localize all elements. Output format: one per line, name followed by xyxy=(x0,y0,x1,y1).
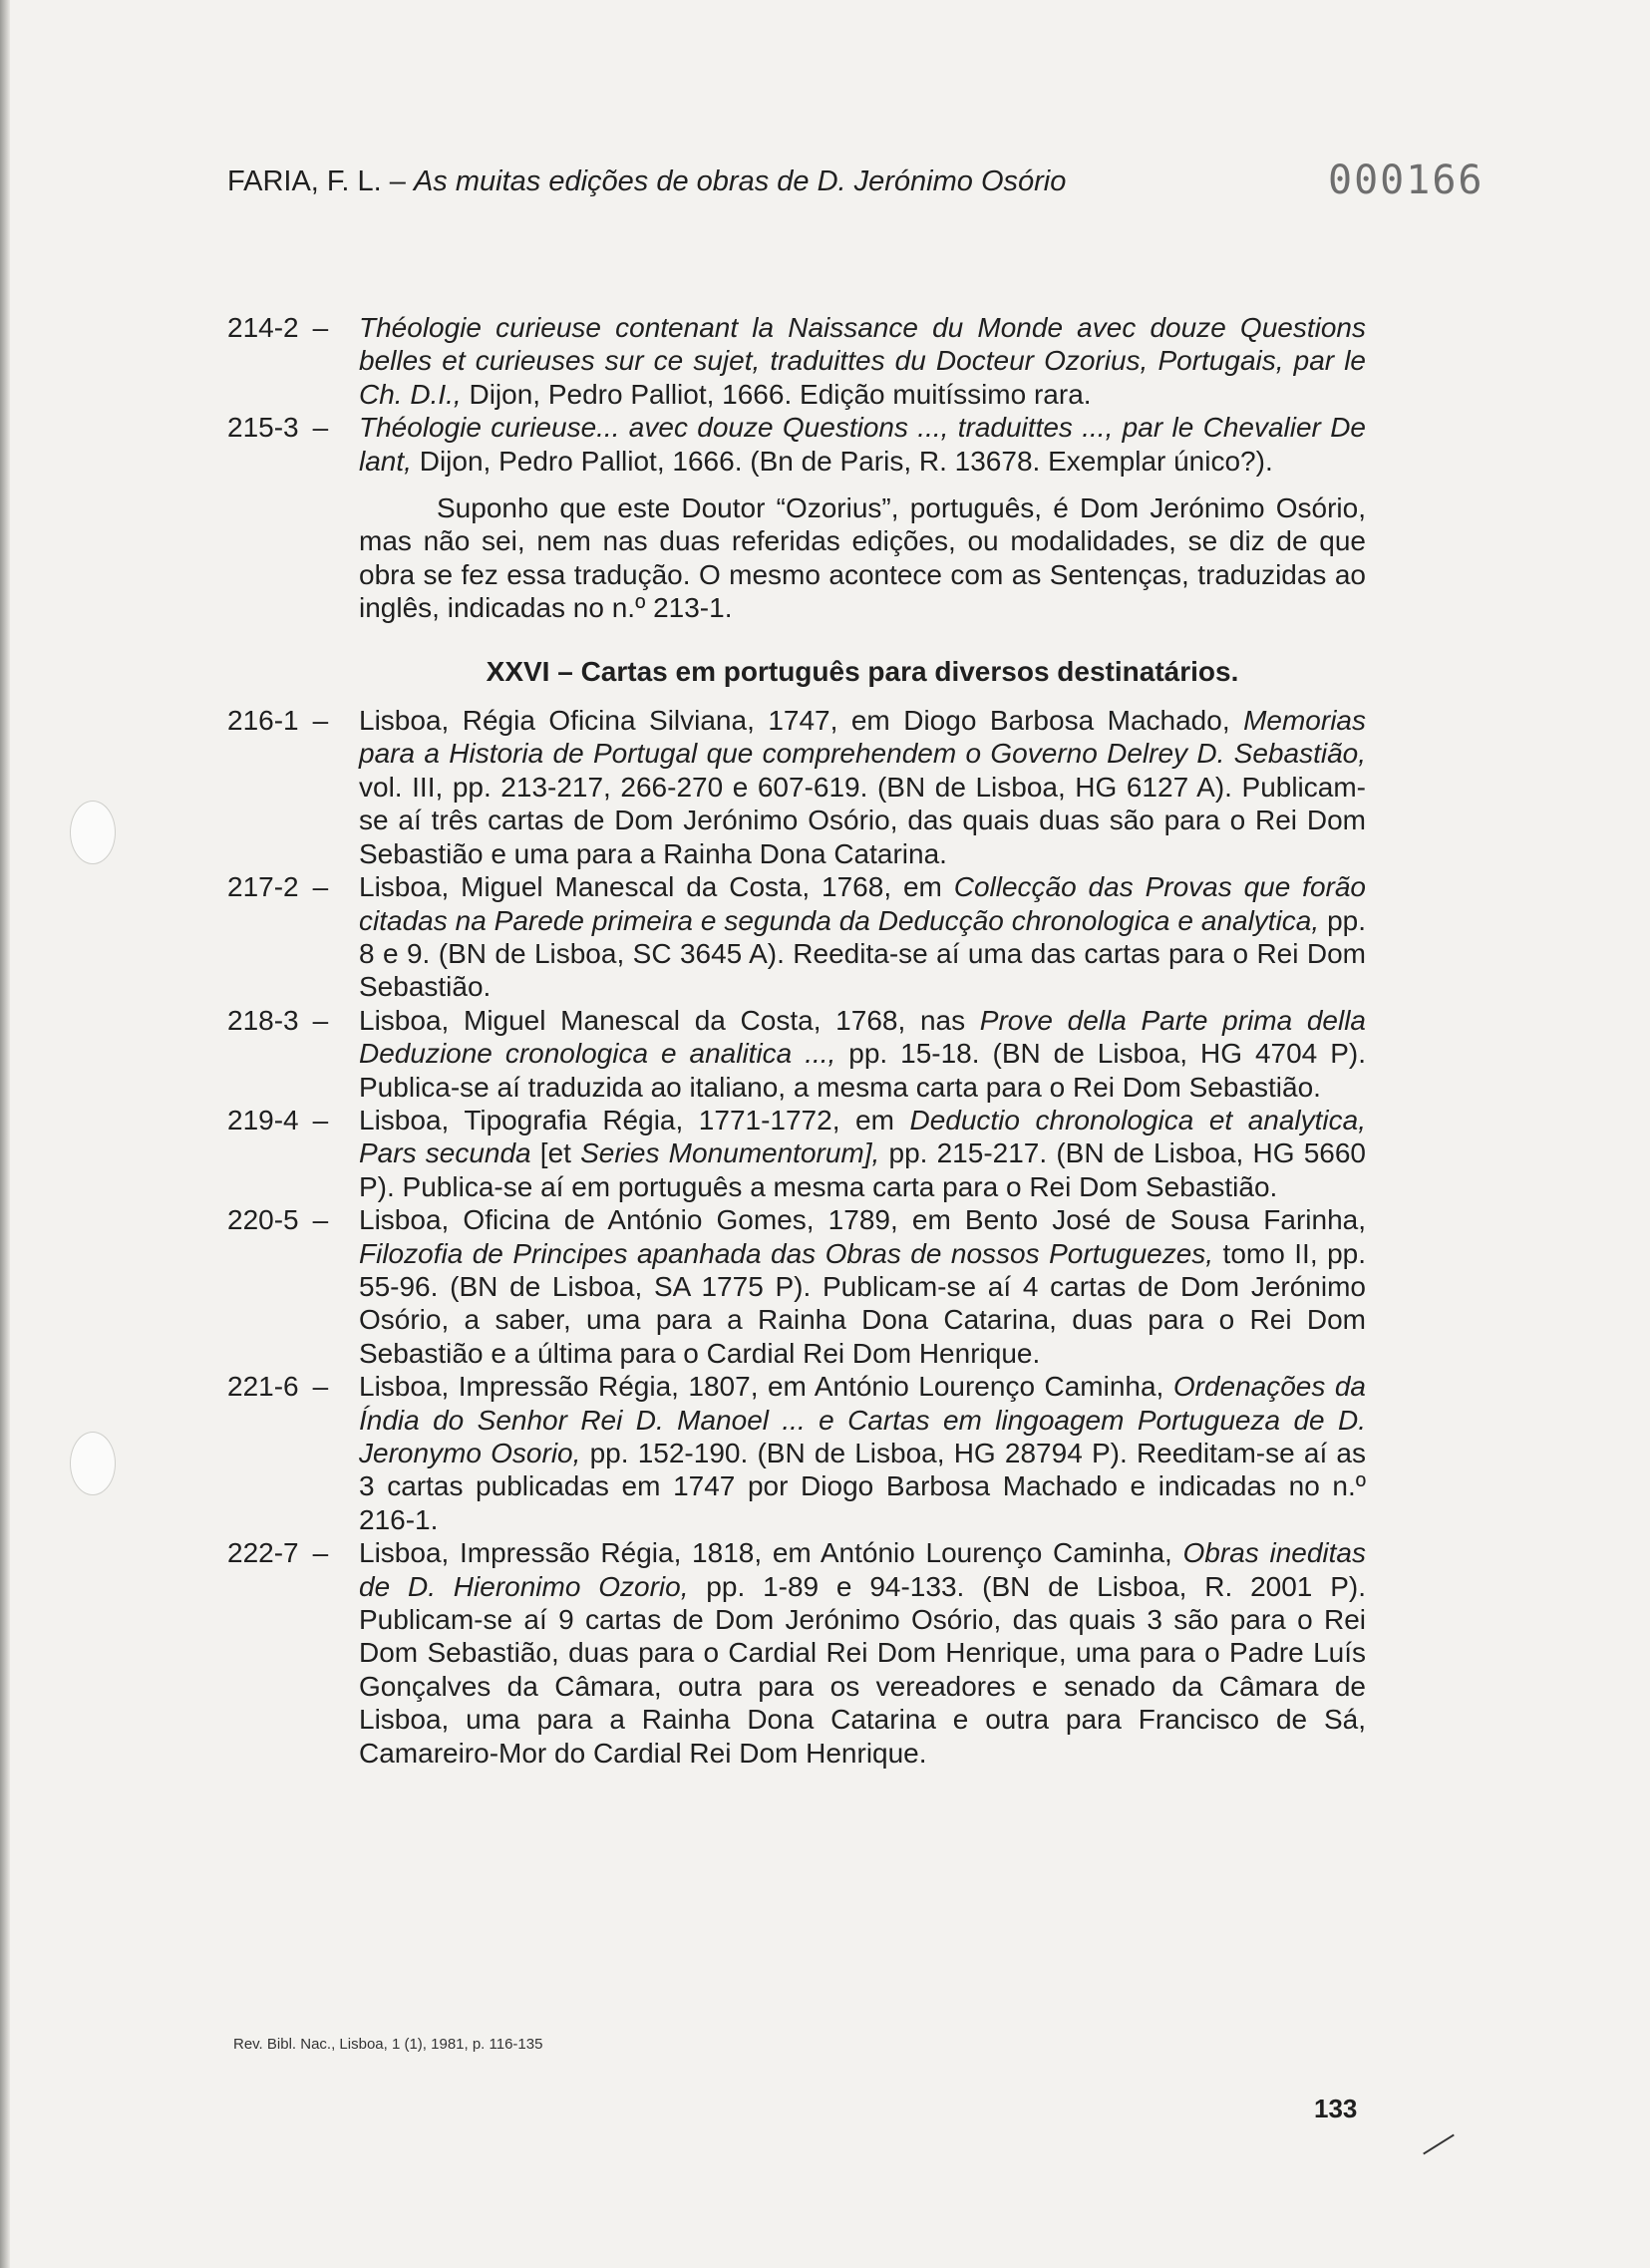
entry-text-run: Lisboa, Miguel Manescal da Costa, 1768, nas xyxy=(359,1004,980,1036)
section-title: XXVI – Cartas em português para diversos destinatários. xyxy=(486,655,1239,687)
entry-text-run: Lisboa, Régia Oficina Silviana, 1747, em Diogo Barbosa Machado, xyxy=(359,705,1244,737)
entry-text-run: pp. 152-190. (BN de Lisboa, HG 28794 P). Reeditam-se aí as 3 cartas publicadas em 1747 por Diogo Barbosa Machado e indicadas no n.º 216-1. xyxy=(359,1438,1366,1535)
entry-text-run: pp. 215-217. (BN de Lisboa, HG 5660 P). Publica-se aí em português a mesma carta para o Rei Dom Sebastião. xyxy=(359,1137,1366,1202)
bibliography-entry xyxy=(227,1104,1366,1203)
entry-title-italic: Ordenações da Índia do Senhor Rei D. Manoel ... e Cartas em lingoagem Portugueza de D. Jeronymo Osorio, xyxy=(359,1371,1366,1468)
pencil-mark xyxy=(1423,2134,1455,2155)
entry-text-run: Lisboa, Miguel Manescal da Costa, 1768, em xyxy=(359,871,954,903)
entry-title-italic: Prove della Parte prima della Deduzione cronologica e analitica ..., xyxy=(359,1004,1366,1070)
page-body xyxy=(227,311,1366,1770)
entry-text xyxy=(359,1005,1366,1103)
archive-stamp-number: 000166 xyxy=(1328,158,1485,203)
entry-title-italic: Obras ineditas de D. Hieronimo Ozorio, xyxy=(359,1537,1366,1602)
entry-title-italic: Théologie curieuse... avec douze Questions ..., traduittes ..., par le Chevalier De lant, xyxy=(359,412,1366,477)
entry-number: 214-2 – xyxy=(227,312,329,343)
bibliography-entry xyxy=(227,1203,1366,1370)
entry-text-run: pp. 15-18. (BN de Lisboa, HG 4704 P). Publica-se aí traduzida ao italiano, a mesma carta para o Rei Dom Sebastião. xyxy=(359,1038,1366,1103)
entry-text-run: Lisboa, Oficina de António Gomes, 1789, em Bento José de Sousa Farinha, xyxy=(359,1204,1366,1236)
entry-text-run: Dijon, Pedro Palliot, 1666. Edição muitíssimo rara. xyxy=(461,378,1092,410)
note-paragraph: Suponho que este Doutor “Ozorius”, português, é Dom Jerónimo Osório, mas não sei, nem nas duas referidas edições, ou modalidades, se diz de que obra se fez essa tradução. O mesmo acontece com as Sentenças, traduzidas ao inglês, indicadas no n.º 213-1. xyxy=(359,492,1366,624)
entry-number: 219-4 – xyxy=(227,1104,329,1135)
header-author: FARIA, F. L. – xyxy=(227,165,414,197)
entry-text xyxy=(359,412,1366,476)
entry-text-run: Dijon, Pedro Palliot, 1666. (Bn de Paris, R. 13678. Exemplar único?). xyxy=(411,445,1273,477)
bibliography-entry xyxy=(227,1370,1366,1536)
entry-text xyxy=(359,1371,1366,1535)
running-header xyxy=(227,165,1066,198)
page-edge-shadow xyxy=(0,0,10,2268)
entry-title-italic: Series Monumentorum], xyxy=(580,1137,880,1169)
entry-title-italic: Filozofia de Principes apanhada das Obras de nossos Portuguezes, xyxy=(359,1237,1214,1269)
entry-text-run: tomo II, pp. 55-96. (BN de Lisboa, SA 1775 P). Publicam-se aí 4 cartas de Dom Jerónimo Osório, a saber, uma para a Rainha Dona Catarina, duas para o Rei Dom Sebastião e a última para o Cardial Rei Dom Henrique. xyxy=(359,1237,1366,1369)
entry-text xyxy=(359,871,1366,1002)
bibliography-entry xyxy=(227,870,1366,1004)
entry-text xyxy=(359,705,1366,869)
entry-number: 216-1 – xyxy=(227,705,329,737)
entry-number: 220-5 – xyxy=(227,1204,329,1236)
entry-text xyxy=(359,1537,1366,1768)
entry-text-run: pp. 1-89 e 94-133. (BN de Lisboa, R. 2001 P). Publicam-se aí 9 cartas de Dom Jerónimo Osório, das quais 3 são para o Rei Dom Sebastião, duas para o Cardial Rei Dom Henrique, uma para o Padre Luís Gonçalves da Câmara, outra para os vereadores e senado da Câmara de Lisboa, uma para a Rainha Dona Catarina e outra para Francisco de Sá, Camareiro-Mor do Cardial Rei Dom Henrique. xyxy=(359,1570,1366,1769)
entry-text xyxy=(359,312,1366,410)
entry-text-run: Lisboa, Impressão Régia, 1818, em António Lourenço Caminha, xyxy=(359,1537,1183,1569)
punch-hole xyxy=(70,1432,116,1495)
bibliography-entry xyxy=(227,1004,1366,1104)
entry-text-run: vol. III, pp. 213-217, 266-270 e 607-619. (BN de Lisboa, HG 6127 A). Publicam-se aí três cartas de Dom Jerónimo Osório, das quais duas são para o Rei Dom Sebastião e uma para a Rainha Dona Catarina. xyxy=(359,771,1366,869)
bibliography-entry xyxy=(227,704,1366,870)
entry-text xyxy=(359,1204,1366,1369)
punch-hole xyxy=(70,801,116,864)
entry-title-italic: Théologie curieuse contenant la Naissance du Monde avec douze Questions belles et curieuses sur ce sujet, traduittes du Docteur Ozorius, Portugais, par le Ch. D.I., xyxy=(359,312,1366,410)
bibliography-entry xyxy=(227,411,1366,478)
entry-number: 217-2 – xyxy=(227,871,329,903)
entry-number: 222-7 – xyxy=(227,1537,329,1569)
entry-number: 221-6 – xyxy=(227,1371,329,1403)
entry-text-run: Lisboa, Impressão Régia, 1807, em António Lourenço Caminha, xyxy=(359,1371,1173,1403)
entry-text xyxy=(359,1105,1366,1202)
entry-number: 215-3 – xyxy=(227,412,329,444)
page-number: 133 xyxy=(1314,2094,1358,2123)
entry-title-italic: Collecção das Provas que forão citadas na Parede primeira e segunda da Deducção chronologica e analytica, xyxy=(359,871,1366,936)
bibliography-entry xyxy=(227,1536,1366,1770)
entry-text-run: pp. 8 e 9. (BN de Lisboa, SC 3645 A). Reedita-se aí uma das cartas para o Rei Dom Sebastião. xyxy=(359,904,1366,1003)
entry-title-italic: Memorias para a Historia de Portugal que comprehendem o Governo Delrey D. Sebastião, xyxy=(359,705,1366,770)
journal-citation: Rev. Bibl. Nac., Lisboa, 1 (1), 1981, p. 116-135 xyxy=(233,2036,543,2053)
entry-number: 218-3 – xyxy=(227,1004,329,1036)
entry-title-italic: Deductio chronologica et analytica, Pars secunda xyxy=(359,1104,1367,1169)
header-title: As muitas edições de obras de D. Jerónimo Osório xyxy=(413,165,1067,197)
entry-list-a xyxy=(227,311,1366,478)
entry-text-run: [et xyxy=(530,1137,581,1169)
entry-text-run: Lisboa, Tipografia Régia, 1771-1772, em xyxy=(359,1104,910,1135)
entry-list-b xyxy=(227,704,1366,1770)
bibliography-entry xyxy=(227,311,1366,411)
